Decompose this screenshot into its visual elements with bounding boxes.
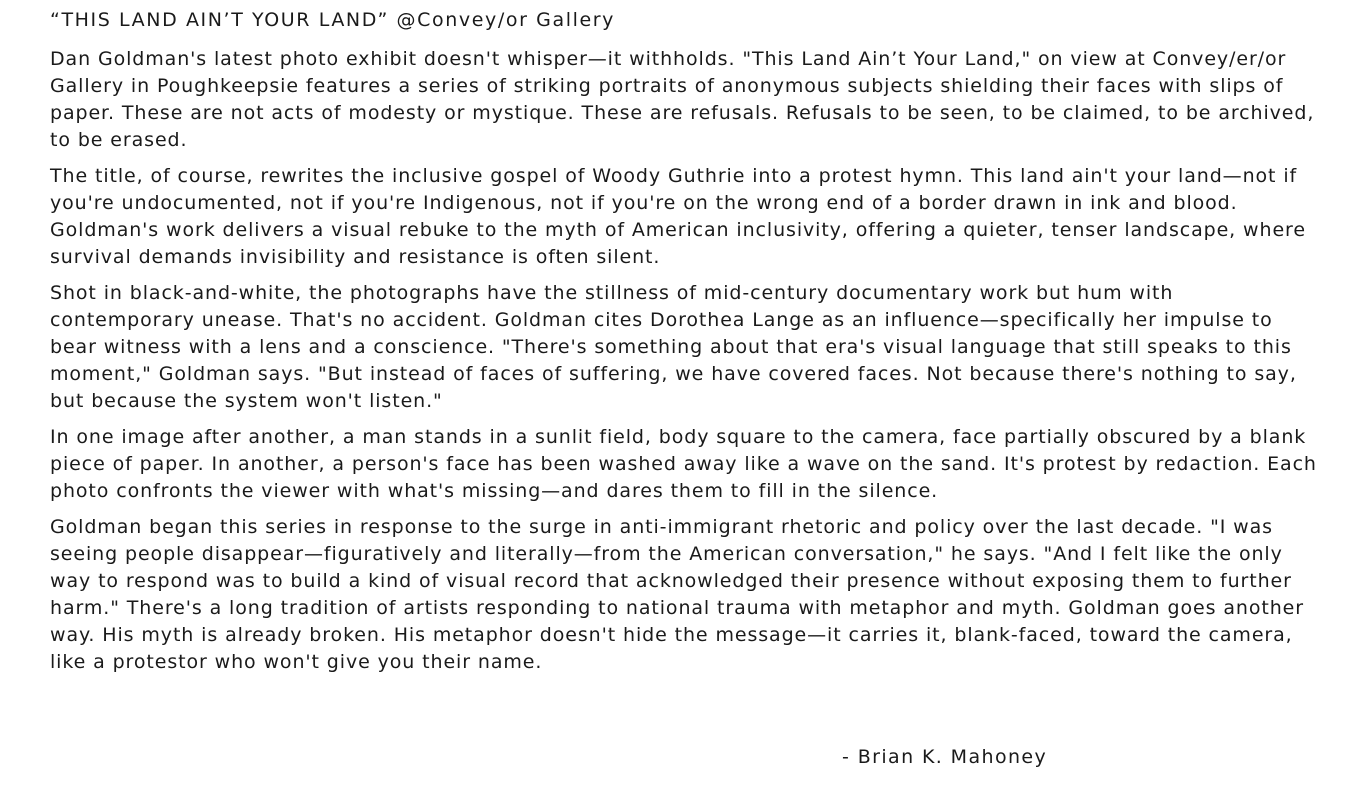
author-signature: - Brian K. Mahoney <box>842 746 1048 768</box>
paragraph-images: In one image after another, a man stands in a sunlit field, body square to the camera, face partially obscured by a blank piece of paper. In another, a person's face has been washed away like a wave on the sand. It's protest by redaction. Each photo confronts the viewer with what's missing—and dares them to fill in the silence. <box>50 426 1317 502</box>
paragraph-title-meaning: The title, of course, rewrites the inclusive gospel of Woody Guthrie into a protest hymn. This land ain't your land—not if you're undocumented, not if you're Indigenous, not if you're on the wrong end of a border drawn in ink and blood. Goldman's work delivers a visual rebuke to the myth of American inclusivity, offering a quieter, tenser landscape, where survival demands invisibility and resistance is often silent. <box>50 165 1306 268</box>
document-body <box>50 8 1320 685</box>
document-title: “THIS LAND AIN’T YOUR LAND” @Convey/or Gallery <box>50 9 616 31</box>
paragraph-intro: Dan Goldman's latest photo exhibit doesn't whisper—it withholds. "This Land Ain’t Your Land," on view at Convey/er/or Gallery in Poughkeepsie features a series of striking portraits of anonymous subjects shielding their faces with slips of paper. These are not acts of modesty or mystique. These are refusals. Refusals to be seen, to be claimed, to be archived, to be erased. <box>50 48 1315 151</box>
paragraph-origin: Goldman began this series in response to the surge in anti-immigrant rhetoric and policy over the last decade. "I was seeing people disappear—figuratively and literally—from the American conversation," he says. "And I felt like the only way to respond was to build a kind of visual record that acknowledged their presence without exposing them to further harm." There's a long tradition of artists responding to national trauma with metaphor and myth. Goldman goes another way. His myth is already broken. His metaphor doesn't hide the message—it carries it, blank-faced, toward the camera, like a protestor who won't give you their name. <box>50 516 1304 673</box>
paragraph-style: Shot in black-and-white, the photographs have the stillness of mid-century documentary work but hum with contemporary unease. That's no accident. Goldman cites Dorothea Lange as an influence—specifically her impulse to bear witness with a lens and a conscience. "There's something about that era's visual language that still speaks to this moment," Goldman says. "But instead of faces of suffering, we have covered faces. Not because there's nothing to say, but because the system won't listen." <box>50 282 1297 412</box>
